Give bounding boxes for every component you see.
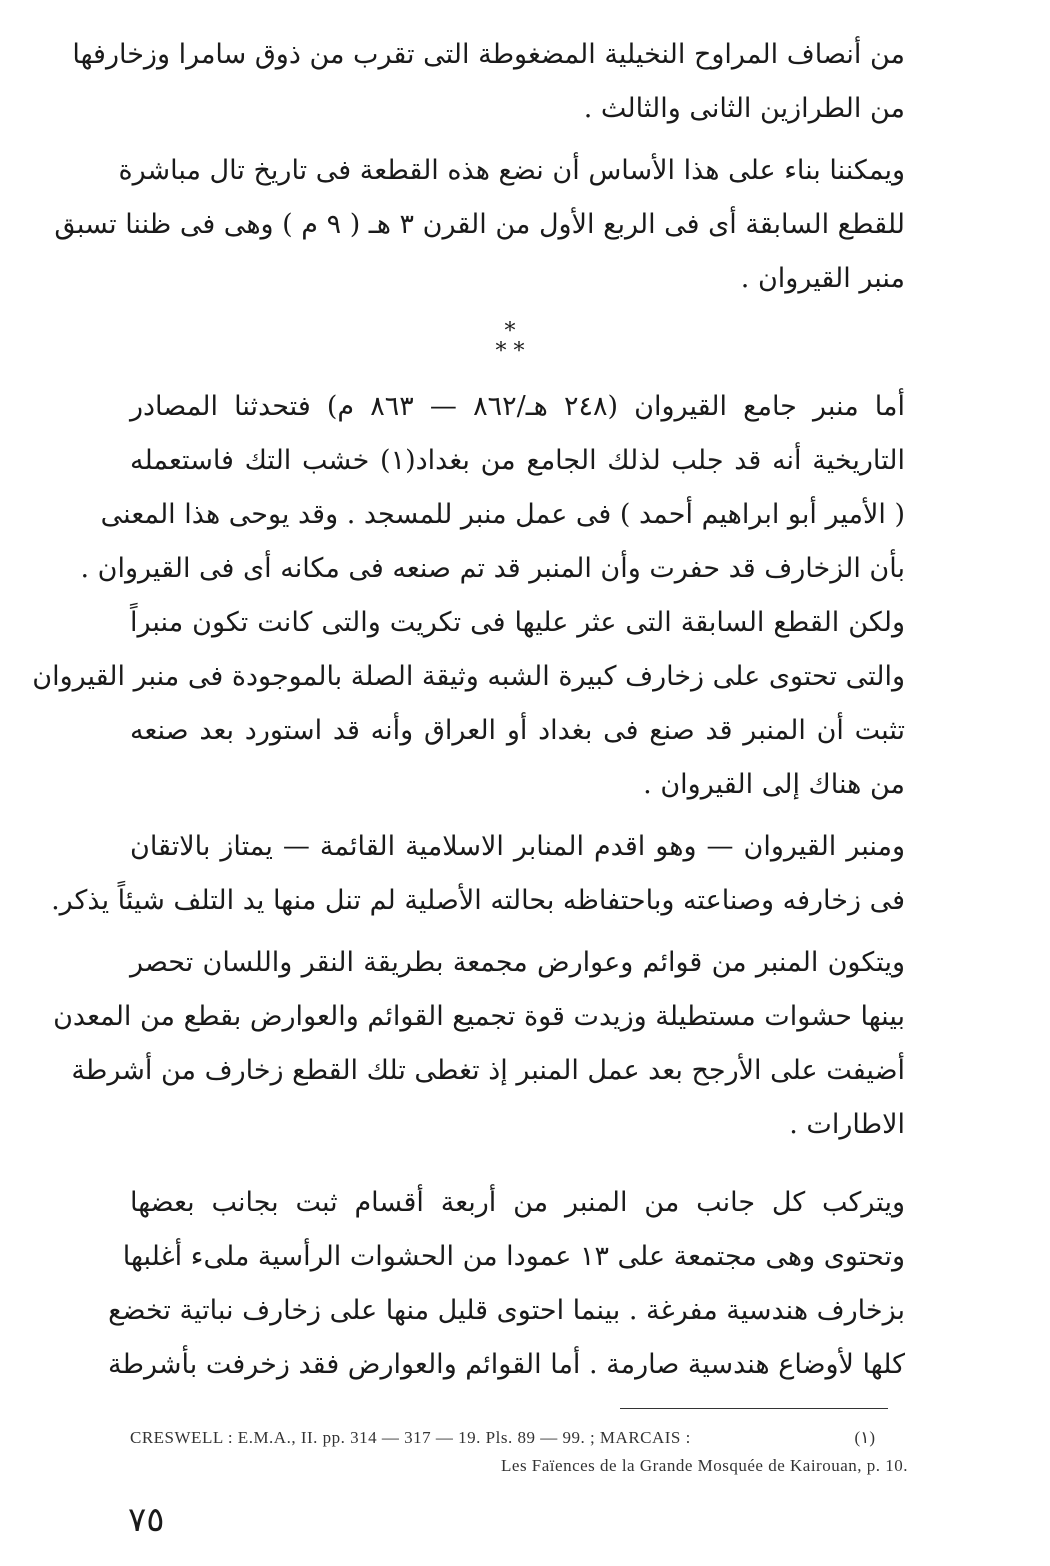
text-line: بأن الزخارف قد حفرت وأن المنبر قد تم صنعه فى مكانه أى فى القيروان . [80,553,905,584]
text-line: من هناك إلى القيروان . [643,769,905,800]
paragraph-5 [53,936,905,1152]
paragraph-1 [72,28,905,136]
page-number: ٧٥ [128,1500,165,1540]
separator-asterisks: * * * [495,319,525,364]
text-line: أضيفت على الأرجح بعد عمل المنبر إذ تغطى تلك القطع زخارف من أشرطة [71,1055,905,1086]
text-line: التاريخية أنه قد جلب لذلك الجامع من بغداد(١) خشب التك فاستعمله [130,445,905,476]
text-line: الاطارات . [789,1109,905,1140]
paragraph-3 [32,380,905,812]
text-line: ويتركب كل جانب من المنبر من أربعة أقسام ثبت بجانب بعضها [130,1187,905,1218]
text-line: ويتكون المنبر من قوائم وعوارض مجمعة بطريقة النقر واللسان تحصر [130,947,905,978]
footnote-rule [620,1408,888,1409]
footnote-marker: (١) [854,1428,875,1447]
paragraph-2 [54,144,905,306]
text-line: وتحتوى وهى مجتمعة على ١٣ عمودا من الحشوات الرأسية ملىء أغلبها [122,1241,905,1272]
text-line: ولكن القطع السابقة التى عثر عليها فى تكريت والتى كانت تكون منبراً [130,607,905,638]
footnote-line-1 [130,1428,875,1448]
text-line: أما منبر جامع القيروان (٢٤٨ هـ/٨٦٢ — ٨٦٣ م) فتحدثنا المصادر [130,391,905,422]
footnote-citation-continued: Les Faïences de la Grande Mosquée de Kairouan, p. 10. [501,1456,908,1475]
section-separator [470,319,550,367]
text-line: كلها لأوضاع هندسية صارمة . أما القوائم والعوارض فقد زخرفت بأشرطة [108,1349,905,1380]
paragraph-4 [51,820,905,928]
paragraph-6 [108,1176,905,1392]
text-line: والتى تحتوى على زخارف كبيرة الشبه وثيقة الصلة بالموجودة فى منبر القيروان [32,661,905,692]
footnote-citation: CRESWELL : E.M.A., II. pp. 314 — 317 — 19. Pls. 89 — 99. ; MARCAIS : [130,1428,691,1447]
text-line: بزخارف هندسية مفرغة . بينما احتوى قليل منها على زخارف نباتية تخضع [108,1295,905,1326]
text-line: فى زخارفه وصناعته وباحتفاظه بحالته الأصلية لم تنل منها يد التلف شيئاً يذكر. [51,885,905,916]
text-line: ويمكننا بناء على هذا الأساس أن نضع هذه القطعة فى تاريخ تال مباشرة [118,155,905,186]
text-line: ( الأمير أبو ابراهيم أحمد ) فى عمل منبر للمسجد . وقد يوحى هذا المعنى [100,499,905,530]
footnote-line-2 [380,1456,908,1476]
text-line: بينها حشوات مستطيلة وزيدت قوة تجميع القوائم والعوارض بقطع من المعدن [53,1001,905,1032]
text-line: للقطع السابقة أى فى الربع الأول من القرن ٣ هـ ( ٩ م ) وهى فى ظننا تسبق [54,209,905,240]
text-line: ومنبر القيروان — وهو اقدم المنابر الاسلامية القائمة — يمتاز بالاتقان [130,831,905,862]
text-line: من أنصاف المراوح النخيلية المضغوطة التى تقرب من ذوق سامرا وزخارفها [72,39,905,70]
text-line: منبر القيروان . [740,263,905,294]
text-line: من الطرازين الثانى والثالث . [583,93,905,124]
text-line: تثبت أن المنبر قد صنع فى بغداد أو العراق وأنه قد استورد بعد صنعه [130,715,905,746]
